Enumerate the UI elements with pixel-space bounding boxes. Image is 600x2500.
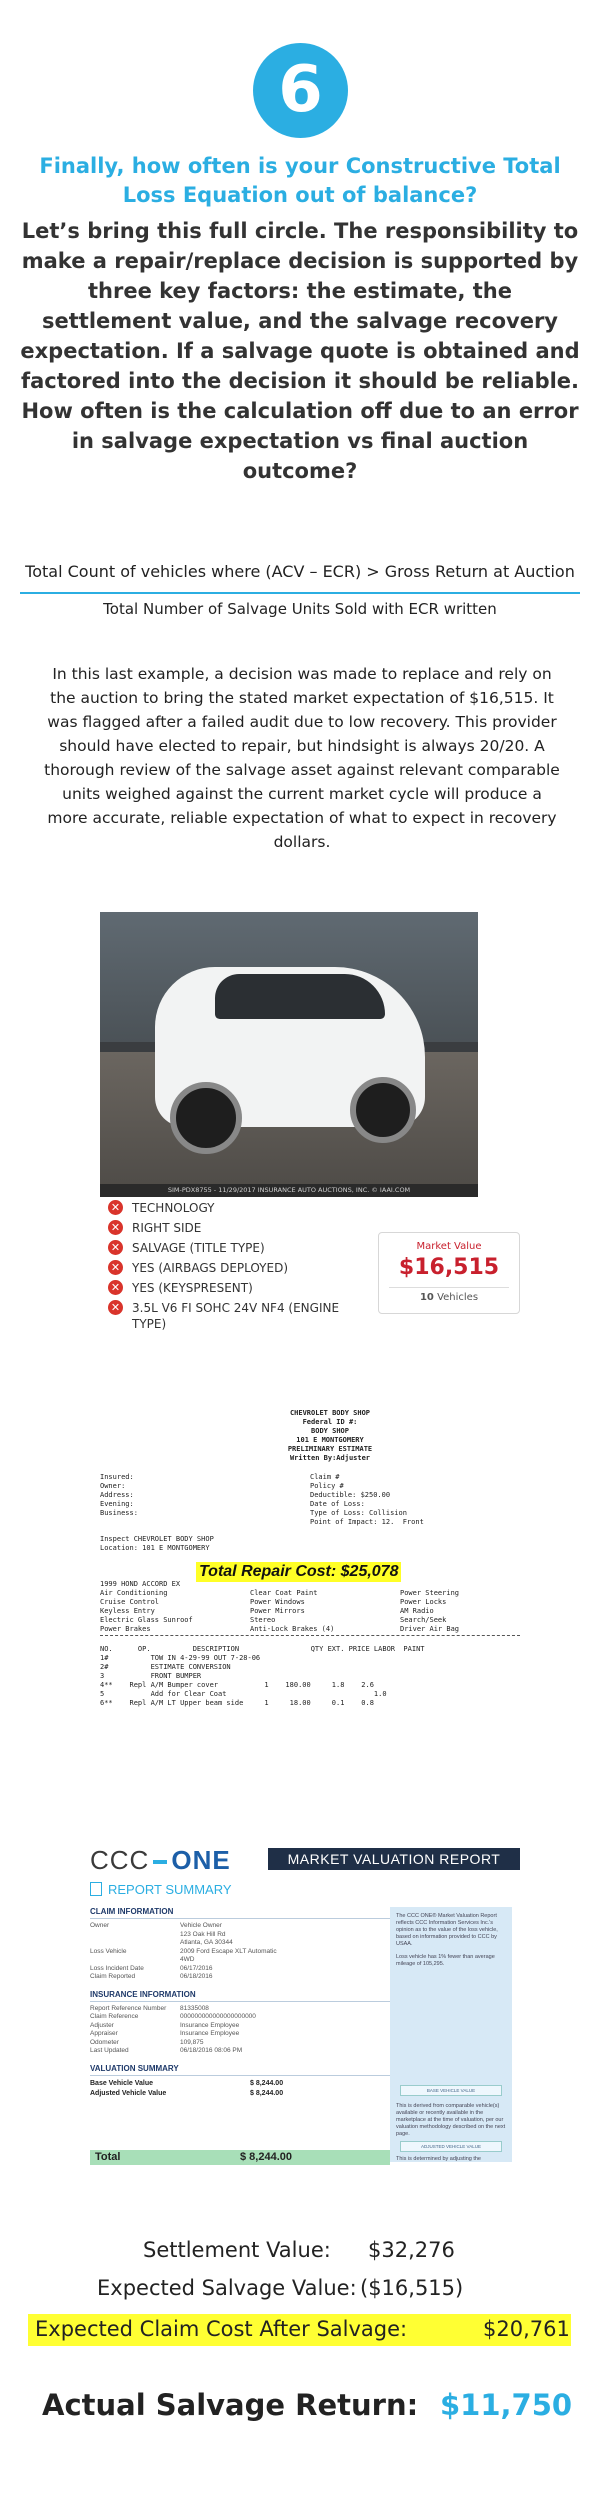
- row-value: 2009 Ford Escape XLT Automatic: [180, 1947, 277, 1955]
- row-key: Loss Incident Date: [90, 1964, 144, 1972]
- option-item: Keyless Entry: [100, 1607, 155, 1615]
- insurance-row: [90, 2030, 390, 2039]
- row-key: Claim Reference: [90, 2013, 139, 2020]
- option-item: Search/Seek: [400, 1616, 447, 1624]
- estimate-inspection-block: [100, 1535, 520, 1553]
- row-value: 123 Oak Hill Rd: [180, 1930, 226, 1938]
- estimate-line: Date of Loss:: [310, 1500, 365, 1508]
- row-value: Atlanta, GA 30344: [180, 1939, 233, 1946]
- estimate-claim-block: [310, 1473, 520, 1527]
- row-key: [90, 1931, 180, 1940]
- option-item: Power Mirrors: [250, 1607, 305, 1615]
- report-summary-title: [90, 1882, 232, 1897]
- claim-info-title: CLAIM INFORMATION: [90, 1907, 390, 1919]
- logo-bar-icon: [153, 1860, 167, 1864]
- option-item: Power Locks: [400, 1598, 447, 1606]
- row-value: $ 8,244.00: [250, 2089, 284, 2097]
- feature-label: YES (AIRBAGS DEPLOYED): [132, 1261, 289, 1275]
- estimate-line: Address:: [100, 1491, 134, 1499]
- option-item: AM Radio: [400, 1607, 434, 1615]
- report-main-column: [90, 1907, 390, 2099]
- estimate-line: Business:: [100, 1509, 138, 1517]
- ccc-one-logo: [90, 1845, 231, 1876]
- estimate-header-line: CHEVROLET BODY SHOP: [289, 1409, 371, 1417]
- example-paragraph: In this last example, a decision was made to replace and rely on the auction to bring the stated market expectation of $16,515. It was flagged after a failed audit due to low recovery. This provider should have elected to repair, but hindsight is always 20/20. A thorough review of the salvage asset against relevant comparable units weighed against the current market cycle will produce a more accurate, reliable expectation of what to expect in recovery dollars.: [44, 665, 560, 851]
- vehicle-feature-list: [108, 1200, 358, 1336]
- row-key: Report Reference Number: [90, 2004, 167, 2012]
- insurance-row: [90, 2047, 390, 2056]
- estimate-row: 2# ESTIMATE CONVERSION: [100, 1663, 231, 1671]
- estimate-header-line: 101 E MONTGOMERY: [296, 1436, 364, 1444]
- equation-fraction-line: [20, 592, 580, 594]
- vehicle-front-wheel: [350, 1077, 416, 1143]
- damaged-vehicle-photo: [100, 912, 478, 1197]
- feature-item: [108, 1240, 358, 1256]
- feature-item: [108, 1260, 358, 1276]
- estimate-line: Inspect CHEVROLET BODY SHOP: [100, 1535, 214, 1543]
- row-key: Adjuster: [90, 2021, 114, 2029]
- estimate-line: Policy #: [310, 1482, 344, 1490]
- estimate-header-line: Federal ID #:: [302, 1418, 358, 1426]
- repair-estimate-document: [100, 1405, 520, 1705]
- estimate-line: Location: 101 E MONTGOMERY: [100, 1544, 210, 1552]
- valuation-total-bar: [90, 2150, 390, 2165]
- row-key: Appraiser: [90, 2030, 118, 2037]
- total-value: $ 8,244.00: [240, 2151, 292, 2163]
- expected-salvage-value: ($16,515): [360, 2276, 464, 2300]
- option-item: Power Brakes: [100, 1625, 151, 1633]
- estimate-row: 4** Repl A/M Bumper cover 1 180.00 1.8 2.6: [100, 1681, 374, 1689]
- market-value-card: [378, 1232, 520, 1314]
- row-value: 06/18/2016 08:06 PM: [180, 2047, 243, 2054]
- option-item: Cruise Control: [100, 1598, 160, 1606]
- report-summary-label: REPORT SUMMARY: [108, 1882, 232, 1897]
- insurance-row: [90, 2039, 390, 2048]
- estimate-table-header: NO. OP. DESCRIPTION QTY EXT. PRICE LABOR PAINT: [100, 1645, 425, 1653]
- insurance-row: [90, 2005, 390, 2014]
- estimate-row: 3 FRONT BUMPER: [100, 1672, 202, 1680]
- question-heading: Finally, how often is your Constructive Total Loss Equation out of balance?: [39, 154, 561, 207]
- row-value: 109,875: [180, 2038, 204, 2046]
- estimate-header-line: Written By:Adjuster: [289, 1454, 371, 1462]
- sidebar-text: This is derived from comparable vehicle(s) available or recently available in the marketplace at the time of valuation, per our valuation methodology described on the next page.: [396, 2103, 506, 2137]
- total-repair-cost-highlight: Total Repair Cost: $25,078: [196, 1562, 401, 1582]
- insurance-info-title: INSURANCE INFORMATION: [90, 1990, 390, 2002]
- claim-row: [90, 1973, 390, 1982]
- estimate-line: Point of Impact: 12. Front: [310, 1518, 424, 1526]
- equation-numerator: Total Count of vehicles where (ACV – ECR) > Gross Return at Auction: [25, 562, 575, 581]
- equation-denominator: Total Number of Salvage Units Sold with ECR written: [103, 600, 497, 618]
- feature-item: [108, 1200, 358, 1216]
- estimate-line: Evening:: [100, 1500, 134, 1508]
- insurance-row: [90, 2013, 390, 2022]
- feature-label: YES (KEYSPRESENT): [132, 1281, 253, 1295]
- row-key: Owner: [90, 1922, 110, 1929]
- sidebar-text: This is determined by adjusting the: [396, 2156, 481, 2162]
- x-circle-icon: ✕: [108, 1300, 123, 1315]
- valuation-row: [90, 2089, 390, 2099]
- vehicle-windows: [215, 974, 385, 1019]
- actual-salvage-return-value: $11,750: [440, 2388, 573, 2422]
- step-number-badge: 6: [253, 43, 348, 138]
- row-value: 06/17/2016: [180, 1964, 213, 1972]
- row-key: Odometer: [90, 2038, 119, 2046]
- claim-row: [90, 1939, 390, 1948]
- estimate-insured-block: [100, 1473, 300, 1518]
- photo-caption: SIM-PDX8755 - 11/29/2017 INSURANCE AUTO AUCTIONS, INC. © IAAI.COM: [100, 1184, 478, 1197]
- row-key: [90, 1956, 180, 1965]
- expected-salvage-label: Expected Salvage Value:: [97, 2276, 357, 2300]
- estimate-row: 1# TOW IN 4-29-99 OUT 7-28-06: [100, 1654, 261, 1662]
- x-circle-icon: ✕: [108, 1220, 123, 1235]
- estimate-row: 5 Add for Clear Coat 1.0: [100, 1690, 387, 1698]
- market-value-amount: $16,515: [398, 1255, 500, 1280]
- estimate-line: Insured:: [100, 1473, 134, 1481]
- market-value-divider: [389, 1287, 509, 1288]
- option-item: Stereo: [250, 1616, 276, 1624]
- feature-label: SALVAGE (TITLE TYPE): [132, 1241, 265, 1255]
- ccc-market-valuation-report: [90, 1845, 520, 2170]
- row-key: Loss Vehicle: [90, 1947, 127, 1955]
- feature-label: RIGHT SIDE: [132, 1221, 202, 1235]
- valuation-summary-title: VALUATION SUMMARY: [90, 2064, 390, 2076]
- vehicle-count: 10: [419, 1292, 434, 1303]
- estimate-divider: [100, 1635, 520, 1636]
- row-key: [90, 1939, 180, 1948]
- feature-label: 3.5L V6 FI SOHC 24V NF4 (ENGINE TYPE): [132, 1301, 340, 1331]
- sidebar-text: The CCC ONE® Market Valuation Report reflects CCC Information Services Inc.'s opinion as to the value of the loss vehicle, based on information provided to CCC by USAA.: [396, 1913, 498, 1947]
- actual-salvage-return-label: Actual Salvage Return:: [42, 2388, 419, 2422]
- estimate-vehicle-options: [100, 1580, 520, 1634]
- option-item: Clear Coat Paint: [250, 1589, 318, 1597]
- market-value-label: Market Value: [416, 1241, 482, 1252]
- x-circle-icon: ✕: [108, 1280, 123, 1295]
- document-icon: [90, 1882, 102, 1896]
- row-value: Vehicle Owner: [180, 1922, 222, 1929]
- claim-row: [90, 1931, 390, 1940]
- estimate-row: 6** Repl A/M LT Upper beam side 1 18.00 0.1 0.8: [100, 1699, 374, 1707]
- x-circle-icon: ✕: [108, 1200, 123, 1215]
- total-label: Total: [95, 2151, 121, 2163]
- estimate-line: Claim #: [310, 1473, 340, 1481]
- option-item: Driver Air Bag: [400, 1625, 460, 1633]
- row-value: 4WD: [180, 1956, 195, 1963]
- option-item: Electric Glass Sunroof: [100, 1616, 193, 1624]
- estimate-line: Owner:: [100, 1482, 126, 1490]
- row-key: Base Vehicle Value: [90, 2079, 154, 2087]
- x-circle-icon: ✕: [108, 1260, 123, 1275]
- expected-claim-cost-label: Expected Claim Cost After Salvage:: [35, 2317, 408, 2341]
- row-value: 06/18/2016: [180, 1973, 213, 1980]
- estimate-header: [260, 1409, 400, 1463]
- row-value: 000000000000000000000: [180, 2013, 256, 2020]
- claim-row: [90, 1948, 390, 1957]
- report-sidebar: [390, 1907, 512, 2162]
- claim-row: [90, 1965, 390, 1974]
- vehicle-rear-wheel: [170, 1082, 242, 1154]
- estimate-line-items: [100, 1645, 520, 1708]
- x-circle-icon: ✕: [108, 1240, 123, 1255]
- row-key: Claim Reported: [90, 1973, 136, 1980]
- report-banner: MARKET VALUATION REPORT: [268, 1848, 520, 1870]
- market-value-count: [379, 1292, 519, 1303]
- option-item: Power Steering: [400, 1589, 460, 1597]
- estimate-line: Type of Loss: Collision: [310, 1509, 407, 1517]
- insurance-row: [90, 2022, 390, 2031]
- valuation-row: [90, 2079, 390, 2089]
- sidebar-text: Loss vehicle has 1% fewer than average mileage of 105,295.: [396, 1954, 495, 1967]
- estimate-header-line: PRELIMINARY ESTIMATE: [287, 1445, 373, 1453]
- option-item: Air Conditioning: [100, 1589, 168, 1597]
- estimate-vehicle: 1999 HOND ACCORD EX: [100, 1580, 181, 1588]
- intro-text: Let’s bring this full circle. The responsibility to make a repair/replace decision is supported by three key factors: the estimate, the settlement value, and the salvage recovery expectation. If a salvage quote is obtained and factored into the decision it should be reliable. How often is the calculation off due to an error in salvage expectation vs final auction outcome?: [20, 219, 580, 483]
- estimate-line: Deductible: $250.00: [310, 1491, 391, 1499]
- feature-item: [108, 1220, 358, 1236]
- row-value: Insurance Employee: [180, 2021, 240, 2029]
- logo-prefix: CCC: [90, 1845, 150, 1875]
- claim-row: [90, 1956, 390, 1965]
- base-value-heading: BASE VEHICLE VALUE: [400, 2085, 502, 2096]
- feature-item: [108, 1280, 358, 1296]
- option-item: Anti-Lock Brakes (4): [250, 1625, 335, 1633]
- row-key: Adjusted Vehicle Value: [90, 2089, 167, 2097]
- expected-claim-cost-value: $20,761: [483, 2317, 570, 2341]
- settlement-value: $32,276: [368, 2238, 455, 2262]
- logo-suffix: ONE: [171, 1845, 231, 1875]
- row-value: $ 8,244.00: [250, 2079, 284, 2087]
- row-value: 81335008: [180, 2004, 209, 2012]
- vehicle-count-label: Vehicles: [437, 1292, 479, 1303]
- option-item: Power Windows: [250, 1598, 305, 1606]
- row-key: Last Updated: [90, 2047, 129, 2054]
- estimate-header-line: BODY SHOP: [311, 1427, 349, 1435]
- row-value: Insurance Employee: [180, 2030, 240, 2037]
- feature-item: [108, 1300, 358, 1332]
- adjusted-value-heading: ADJUSTED VEHICLE VALUE: [400, 2141, 502, 2152]
- claim-row: [90, 1922, 390, 1931]
- settlement-value-label: Settlement Value:: [143, 2238, 331, 2262]
- feature-label: TECHNOLOGY: [132, 1201, 215, 1215]
